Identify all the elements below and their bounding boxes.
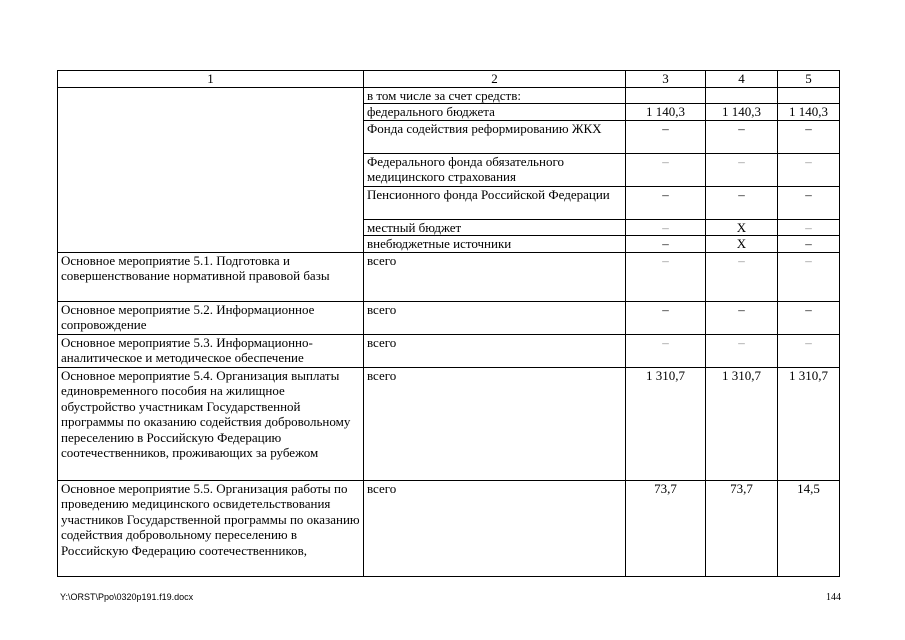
measure-name: Основное мероприятие 5.1. Подготовка и совершенствование нормативной правовой базы — [58, 252, 364, 301]
value-v5: – — [778, 186, 840, 219]
value-v4: 73,7 — [706, 480, 778, 576]
value-v3: – — [626, 120, 706, 153]
header-cell-1: 1 — [58, 71, 364, 88]
measure-name: Основное мероприятие 5.3. Информационно-аналитическое и методическое обеспечение — [58, 334, 364, 367]
header-cell-3: 3 — [626, 71, 706, 88]
value-v4: – — [706, 334, 778, 367]
value-v5: – — [778, 219, 840, 236]
value-v3: – — [626, 153, 706, 186]
value-v3: – — [626, 236, 706, 253]
funding-type: всего — [364, 301, 626, 334]
value-v5: – — [778, 252, 840, 301]
value-v4: – — [706, 301, 778, 334]
value-v4: 1 310,7 — [706, 367, 778, 480]
measure-row — [58, 367, 840, 480]
header-cell-2: 2 — [364, 71, 626, 88]
value-v5: – — [778, 301, 840, 334]
measure-row — [58, 334, 840, 367]
funding-source: Фонда содействия реформированию ЖКХ — [364, 120, 626, 153]
value-v5: – — [778, 120, 840, 153]
value-v3: 73,7 — [626, 480, 706, 576]
funding-type: всего — [364, 334, 626, 367]
measure-row — [58, 480, 840, 576]
measure-row — [58, 301, 840, 334]
header-cell-4: 4 — [706, 71, 778, 88]
value-v3: – — [626, 186, 706, 219]
header-cell-5: 5 — [778, 71, 840, 88]
header-row — [58, 71, 840, 88]
value-v3: – — [626, 252, 706, 301]
value-v4: 1 140,3 — [706, 104, 778, 121]
value-v5 — [778, 87, 840, 104]
value-v5: 14,5 — [778, 480, 840, 576]
value-v4: – — [706, 186, 778, 219]
measure-name: Основное мероприятие 5.5. Организация работы по проведению медицинского освидетельствования участников Государственной программы по оказанию содействия добровольному переселению в Российскую Федерацию соотечественников, — [58, 480, 364, 576]
table-body — [58, 71, 840, 577]
value-v5: 1 310,7 — [778, 367, 840, 480]
measure-name: Основное мероприятие 5.2. Информационное сопровождение — [58, 301, 364, 334]
value-v5: – — [778, 236, 840, 253]
value-v3: – — [626, 301, 706, 334]
value-v3 — [626, 87, 706, 104]
value-v3: – — [626, 219, 706, 236]
value-v4: – — [706, 120, 778, 153]
funding-type: всего — [364, 480, 626, 576]
funding-source: федерального бюджета — [364, 104, 626, 121]
measure-name: Основное мероприятие 5.4. Организация выплаты единовременного пособия на жилищное обустройство участникам Государственной программы по оказанию содействия добровольному переселению в Российскую Федерацию соотечественников, проживающих за рубежом — [58, 367, 364, 480]
funding-source: Федерального фонда обязательного медицинского страхования — [364, 153, 626, 186]
funding-source: Пенсионного фонда Российской Федерации — [364, 186, 626, 219]
value-v3: – — [626, 334, 706, 367]
funding-row — [58, 87, 840, 104]
value-v4: Х — [706, 219, 778, 236]
value-v5: 1 140,3 — [778, 104, 840, 121]
funding-source: местный бюджет — [364, 219, 626, 236]
measure-name-cell — [58, 87, 364, 252]
value-v3: 1 310,7 — [626, 367, 706, 480]
budget-table — [57, 70, 840, 577]
value-v4: Х — [706, 236, 778, 253]
funding-type: всего — [364, 252, 626, 301]
value-v4 — [706, 87, 778, 104]
value-v4: – — [706, 153, 778, 186]
funding-type: всего — [364, 367, 626, 480]
page-number: 144 — [826, 592, 841, 603]
value-v5: – — [778, 334, 840, 367]
footer-file-path: Y:\ORST\Ppo\0320p191.f19.docx — [60, 592, 194, 602]
funding-source: в том числе за счет средств: — [364, 87, 626, 104]
value-v4: – — [706, 252, 778, 301]
value-v3: 1 140,3 — [626, 104, 706, 121]
measure-row — [58, 252, 840, 301]
funding-source: внебюджетные источники — [364, 236, 626, 253]
value-v5: – — [778, 153, 840, 186]
